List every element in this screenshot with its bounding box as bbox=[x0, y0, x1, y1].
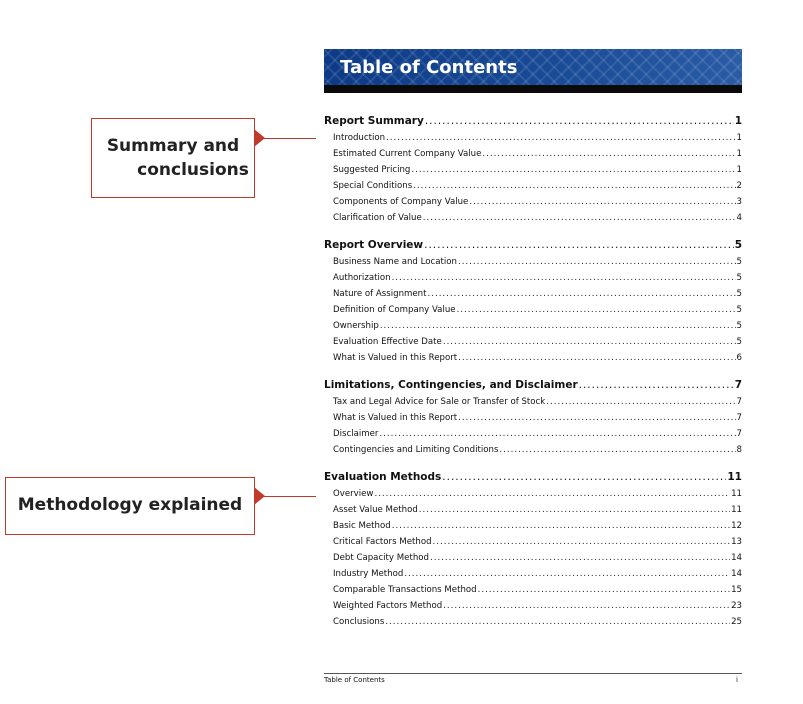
toc-entry-page: 25 bbox=[731, 617, 742, 627]
toc-entry-label: What is Valued in this Report bbox=[333, 413, 458, 423]
banner-underline bbox=[324, 85, 742, 93]
dot-leader bbox=[423, 210, 736, 226]
dot-leader bbox=[458, 350, 735, 366]
dot-leader bbox=[499, 442, 735, 458]
dot-leader bbox=[386, 130, 735, 146]
toc-entry-page: 2 bbox=[736, 181, 742, 191]
toc-entry-label: Conclusions bbox=[333, 617, 385, 627]
toc-entry-page: 1 bbox=[736, 165, 742, 175]
toc-entry[interactable] bbox=[324, 614, 742, 630]
toc-entry-label: Comparable Transactions Method bbox=[333, 585, 477, 595]
toc-entry[interactable] bbox=[324, 394, 742, 410]
toc-section bbox=[324, 468, 742, 630]
toc-entry-label: Estimated Current Company Value bbox=[333, 149, 482, 159]
toc-entry-page: 7 bbox=[736, 397, 742, 407]
dot-leader bbox=[424, 236, 734, 254]
toc-section-page: 5 bbox=[734, 239, 742, 251]
toc-entry[interactable] bbox=[324, 426, 742, 442]
toc-section-heading[interactable] bbox=[324, 112, 742, 130]
toc-entry-page: 11 bbox=[731, 505, 742, 515]
toc-entry[interactable] bbox=[324, 442, 742, 458]
toc-section-page: 1 bbox=[734, 115, 742, 127]
toc-entry-label: Nature of Assignment bbox=[333, 289, 427, 299]
toc-entry-label: What is Valued in this Report bbox=[333, 353, 458, 363]
toc-entry[interactable] bbox=[324, 178, 742, 194]
toc-section-heading[interactable] bbox=[324, 236, 742, 254]
summary-pointer-line bbox=[263, 138, 316, 139]
toc-entry-label: Disclaimer bbox=[333, 429, 379, 439]
footer-label: Table of Contents bbox=[324, 676, 385, 684]
toc-entry-page: 12 bbox=[731, 521, 742, 531]
dot-leader bbox=[478, 582, 730, 598]
dot-leader bbox=[392, 518, 730, 534]
toc-entry-page: 4 bbox=[736, 213, 742, 223]
dot-leader bbox=[458, 410, 735, 426]
dot-leader bbox=[443, 334, 736, 350]
toc-entry-label: Business Name and Location bbox=[333, 257, 457, 267]
dot-leader bbox=[374, 486, 730, 502]
toc-entry-label: Definition of Company Value bbox=[333, 305, 456, 315]
toc-entry[interactable] bbox=[324, 582, 742, 598]
dot-leader bbox=[469, 194, 735, 210]
toc-entry[interactable] bbox=[324, 210, 742, 226]
toc-entry-page: 1 bbox=[736, 149, 742, 159]
toc-entry-page: 5 bbox=[736, 257, 742, 267]
dot-leader bbox=[546, 394, 735, 410]
dot-leader bbox=[425, 112, 734, 130]
toc-entry-page: 5 bbox=[736, 321, 742, 331]
toc-entry-label: Authorization bbox=[333, 273, 391, 283]
dot-leader bbox=[433, 534, 731, 550]
toc-entry-page: 1 bbox=[736, 133, 742, 143]
toc-section bbox=[324, 112, 742, 226]
toc-entry-page: 8 bbox=[736, 445, 742, 455]
toc-entry-page: 14 bbox=[731, 553, 742, 563]
toc-entry-page: 13 bbox=[731, 537, 742, 547]
toc-section-page: 11 bbox=[727, 471, 742, 483]
toc-entry-label: Critical Factors Method bbox=[333, 537, 432, 547]
toc-entry-label: Asset Value Method bbox=[333, 505, 418, 515]
toc-entry-page: 5 bbox=[736, 273, 742, 283]
toc-entry[interactable] bbox=[324, 598, 742, 614]
toc-entry-page: 6 bbox=[736, 353, 742, 363]
toc-entry[interactable] bbox=[324, 534, 742, 550]
toc-entry[interactable] bbox=[324, 302, 742, 318]
methodology-pointer-line bbox=[263, 496, 316, 497]
toc-entry-page: 11 bbox=[731, 489, 742, 499]
toc-entry-page: 7 bbox=[736, 429, 742, 439]
toc-entry-label: Basic Method bbox=[333, 521, 391, 531]
toc-entry-label: Overview bbox=[333, 489, 374, 499]
toc-entry[interactable] bbox=[324, 334, 742, 350]
toc-entry-label: Industry Method bbox=[333, 569, 404, 579]
toc-entry-label: Evaluation Effective Date bbox=[333, 337, 442, 347]
table-of-contents bbox=[324, 112, 742, 640]
toc-entry-label: Introduction bbox=[333, 133, 386, 143]
toc-entry-page: 7 bbox=[736, 413, 742, 423]
toc-entry-label: Debt Capacity Method bbox=[333, 553, 429, 563]
toc-section-title: Limitations, Contingencies, and Disclaimer bbox=[324, 379, 578, 391]
dot-leader bbox=[413, 178, 735, 194]
methodology-callout-text: Methodology explained bbox=[17, 495, 243, 515]
toc-entry[interactable] bbox=[324, 502, 742, 518]
summary-callout bbox=[91, 118, 255, 198]
toc-section-title: Evaluation Methods bbox=[324, 471, 442, 483]
toc-entry-label: Suggested Pricing bbox=[333, 165, 411, 175]
dot-leader bbox=[385, 614, 730, 630]
dot-leader bbox=[379, 426, 735, 442]
dot-leader bbox=[443, 598, 730, 614]
toc-entry-label: Weighted Factors Method bbox=[333, 601, 443, 611]
toc-entry[interactable] bbox=[324, 286, 742, 302]
dot-leader bbox=[428, 286, 736, 302]
dot-leader bbox=[419, 502, 730, 518]
toc-entry-label: Tax and Legal Advice for Sale or Transfer of Stock bbox=[333, 397, 546, 407]
toc-entry-page: 15 bbox=[731, 585, 742, 595]
toc-entry[interactable] bbox=[324, 518, 742, 534]
toc-section-heading[interactable] bbox=[324, 468, 742, 486]
footer-page-number: i bbox=[736, 676, 738, 684]
summary-callout-line1: Summary and bbox=[106, 136, 240, 156]
toc-entry[interactable] bbox=[324, 550, 742, 566]
toc-entry-page: 5 bbox=[736, 337, 742, 347]
dot-leader bbox=[579, 376, 734, 394]
footer-divider bbox=[324, 673, 742, 674]
toc-entry[interactable] bbox=[324, 410, 742, 426]
toc-entry[interactable] bbox=[324, 194, 742, 210]
summary-callout-line2: conclusions bbox=[137, 160, 249, 180]
toc-entry[interactable] bbox=[324, 254, 742, 270]
methodology-callout bbox=[5, 477, 255, 535]
toc-entry-page: 14 bbox=[731, 569, 742, 579]
toc-entry-label: Clarification of Value bbox=[333, 213, 422, 223]
toc-section-heading[interactable] bbox=[324, 376, 742, 394]
toc-entry-page: 3 bbox=[736, 197, 742, 207]
toc-entry-page: 5 bbox=[736, 305, 742, 315]
toc-section bbox=[324, 236, 742, 366]
toc-entry-page: 23 bbox=[731, 601, 742, 611]
toc-section-title: Report Overview bbox=[324, 239, 424, 251]
toc-entry-label: Ownership bbox=[333, 321, 379, 331]
toc-entry[interactable] bbox=[324, 146, 742, 162]
dot-leader bbox=[442, 468, 726, 486]
toc-entry[interactable] bbox=[324, 566, 742, 582]
toc-section bbox=[324, 376, 742, 458]
dot-leader bbox=[430, 550, 730, 566]
toc-header-banner bbox=[324, 49, 742, 93]
dot-leader bbox=[457, 302, 736, 318]
toc-entry[interactable] bbox=[324, 318, 742, 334]
toc-section-title: Report Summary bbox=[324, 115, 424, 127]
toc-entry-page: 5 bbox=[736, 289, 742, 299]
dot-leader bbox=[380, 318, 736, 334]
toc-entry[interactable] bbox=[324, 270, 742, 286]
dot-leader bbox=[404, 566, 730, 582]
toc-entry-label: Special Conditions bbox=[333, 181, 413, 191]
toc-entry[interactable] bbox=[324, 162, 742, 178]
toc-entry-label: Contingencies and Limiting Conditions bbox=[333, 445, 499, 455]
toc-entry[interactable] bbox=[324, 130, 742, 146]
dot-leader bbox=[458, 254, 736, 270]
page-title: Table of Contents bbox=[340, 57, 518, 78]
dot-leader bbox=[411, 162, 735, 178]
dot-leader bbox=[482, 146, 735, 162]
toc-entry[interactable] bbox=[324, 350, 742, 366]
toc-entry-label: Components of Company Value bbox=[333, 197, 469, 207]
toc-section-page: 7 bbox=[734, 379, 742, 391]
toc-entry[interactable] bbox=[324, 486, 742, 502]
dot-leader bbox=[392, 270, 736, 286]
